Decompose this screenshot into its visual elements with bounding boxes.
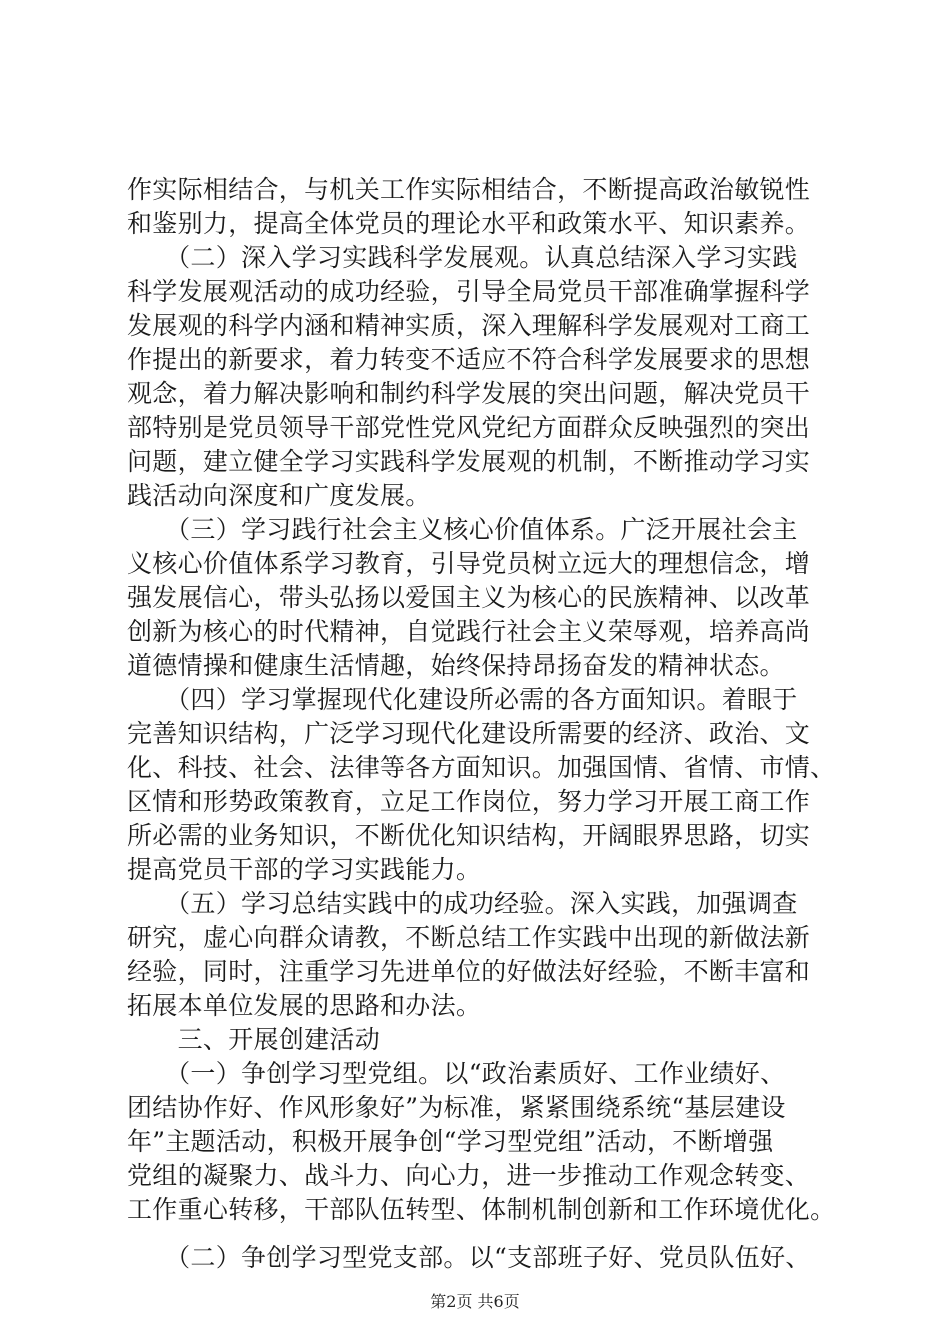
- body-text-line: 所必需的业务知识，不断优化知识结构，开阔眼界思路，切实: [127, 821, 811, 850]
- body-text-line: （四）学习掌握现代化建设所必需的各方面知识。着眼于: [127, 685, 798, 714]
- page-number-footer: 第2页 共6页: [430, 1292, 520, 1311]
- body-text-line: 化、科技、社会、法律等各方面知识。加强国情、省情、市情、: [127, 753, 836, 782]
- body-text-line: 提高党员干部的学习实践能力。: [127, 855, 482, 884]
- body-text-line: 义核心价值体系学习教育，引导党员树立远大的理想信念，增: [127, 549, 811, 578]
- body-text-line: 党组的凝聚力、战斗力、向心力，进一步推动工作观念转变、: [127, 1161, 811, 1190]
- body-text-line: 工作重心转移，干部队伍转型、体制机制创新和工作环境优化。: [127, 1195, 836, 1224]
- body-text-line: 完善知识结构，广泛学习现代化建设所需要的经济、政治、文: [127, 719, 811, 748]
- body-text-line: （五）学习总结实践中的成功经验。深入实践，加强调查: [127, 889, 798, 918]
- section-heading: 三、开展创建活动: [127, 1025, 381, 1054]
- body-text-line: 和鉴别力，提高全体党员的理论水平和政策水平、知识素养。: [127, 209, 811, 238]
- body-text-line: （三）学习践行社会主义核心价值体系。广泛开展社会主: [127, 515, 798, 544]
- body-text-line: 区情和形势政策教育，立足工作岗位，努力学习开展工商工作: [127, 787, 811, 816]
- body-text-line: 研究，虚心向群众请教，不断总结工作实践中出现的新做法新: [127, 923, 811, 952]
- body-text-line: 部特别是党员领导干部党性党风党纪方面群众反映强烈的突出: [127, 413, 811, 442]
- body-text-line: 科学发展观活动的成功经验，引导全局党员干部准确掌握科学: [127, 277, 811, 306]
- body-text-line: 观念，着力解决影响和制约科学发展的突出问题，解决党员干: [127, 379, 811, 408]
- body-text-line: 作实际相结合，与机关工作实际相结合，不断提高政治敏锐性: [127, 175, 811, 204]
- body-text-line: 年”主题活动，积极开展争创“学习型党组”活动，不断增强: [127, 1127, 774, 1156]
- body-text-line: 经验，同时，注重学习先进单位的好做法好经验，不断丰富和: [127, 957, 811, 986]
- body-text-line: 问题，建立健全学习实践科学发展观的机制，不断推动学习实: [127, 447, 811, 476]
- body-text-line: 强发展信心，带头弘扬以爱国主义为核心的民族精神、以改革: [127, 583, 811, 612]
- body-text-line: 作提出的新要求，着力转变不适应不符合科学发展要求的思想: [127, 345, 811, 374]
- body-text-line: 团结协作好、作风形象好”为标准，紧紧围绕系统“基层建设: [127, 1093, 786, 1122]
- body-text-line: 道德情操和健康生活情趣，始终保持昂扬奋发的精神状态。: [127, 651, 785, 680]
- body-text-line: 创新为核心的时代精神，自觉践行社会主义荣辱观，培养高尚: [127, 617, 811, 646]
- body-text-line: （二）争创学习型党支部。以“支部班子好、党员队伍好、: [127, 1243, 811, 1272]
- body-text-line: （一）争创学习型党组。以“政治素质好、工作业绩好、: [127, 1059, 786, 1088]
- body-text-line: （二）深入学习实践科学发展观。认真总结深入学习实践: [127, 243, 798, 272]
- body-text-line: 发展观的科学内涵和精神实质，深入理解科学发展观对工商工: [127, 311, 811, 340]
- body-text-line: 拓展本单位发展的思路和办法。: [127, 991, 482, 1020]
- body-text-line: 践活动向深度和广度发展。: [127, 481, 431, 510]
